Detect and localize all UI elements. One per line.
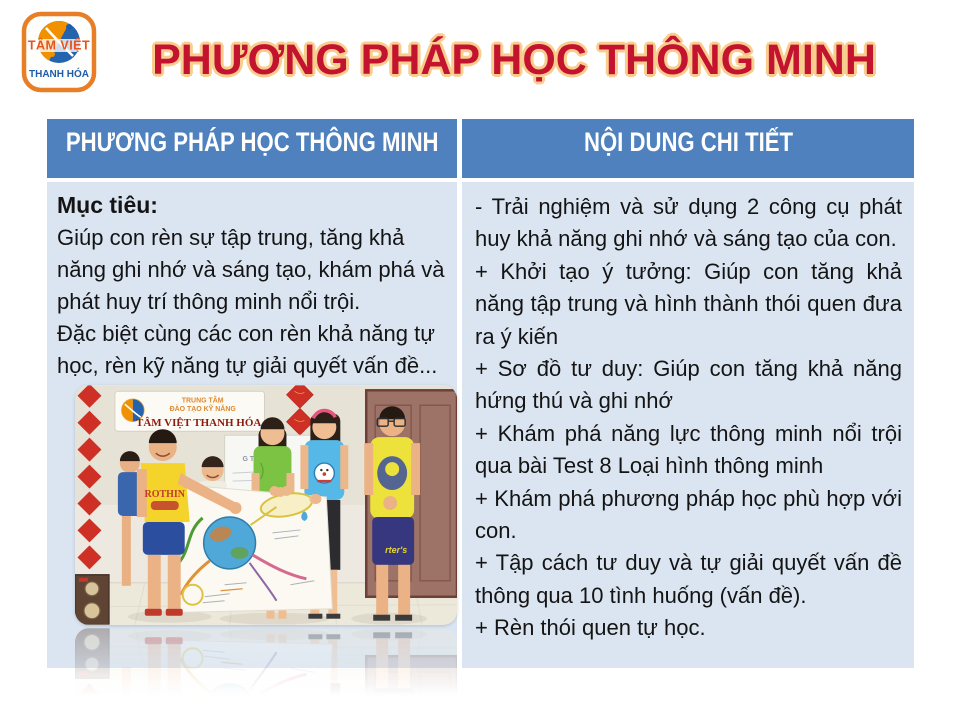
- table-header-method-label: PHƯƠNG PHÁP HỌC THÔNG MINH: [65, 127, 439, 157]
- detail-item: - Trải nghiệm và sử dụng 2 công cụ phát huy khả năng ghi nhớ và sáng tạo của con.: [475, 194, 902, 252]
- detail-item: + Khám phá năng lực thông minh nổi trội qua bài Test 8 Loại hình thông minh: [475, 420, 902, 479]
- cell-method: [47, 182, 457, 668]
- tamviet-logo: [21, 11, 97, 93]
- detail-item: + Rèn thói quen tự học.: [475, 615, 706, 641]
- detail-item: + Khám phá phương pháp học phù hợp với con.: [475, 485, 902, 544]
- logo-name-bottom: THANH HÓA: [29, 69, 89, 80]
- table-body-row: [47, 182, 914, 668]
- page-title: PHƯƠNG PHÁP HỌC THÔNG MINH: [152, 35, 876, 84]
- content-table: [47, 119, 914, 668]
- detail-item: + Sơ đồ tư duy: Giúp con tăng khả năng hứng thú và ghi nhớ: [475, 356, 902, 414]
- table-header-detail-label: NỘI DUNG CHI TIẾT: [583, 127, 793, 157]
- cell-detail: [462, 182, 914, 668]
- photo-reflection: [75, 628, 457, 702]
- classroom-photo: [75, 385, 457, 625]
- detail-item: + Khởi tạo ý tưởng: Giúp con tăng khả năng tập trung và hình thành thói quen đưa ra ý kiến: [475, 258, 902, 349]
- table-header-row: [47, 119, 914, 178]
- logo-name-top: TÂM VIỆT: [27, 38, 91, 53]
- goal-paragraph-1: Giúp con rèn sự tập trung, tăng khả năng ghi nhớ và sáng tạo, khám phá và phát huy trí thông minh nổi trội.: [57, 225, 445, 314]
- goal-heading: Mục tiêu:: [57, 192, 158, 218]
- goal-paragraph-2: Đặc biệt cùng các con rèn khả năng tự học, rèn kỹ năng tự giải quyết vấn đề...: [57, 321, 438, 378]
- detail-item: + Tập cách tư duy và tự giải quyết vấn đề thông qua 10 tình huống (vấn đề).: [475, 550, 902, 608]
- table-header-method: [47, 119, 457, 178]
- table-header-detail: [462, 119, 914, 178]
- photo-block: [75, 385, 457, 702]
